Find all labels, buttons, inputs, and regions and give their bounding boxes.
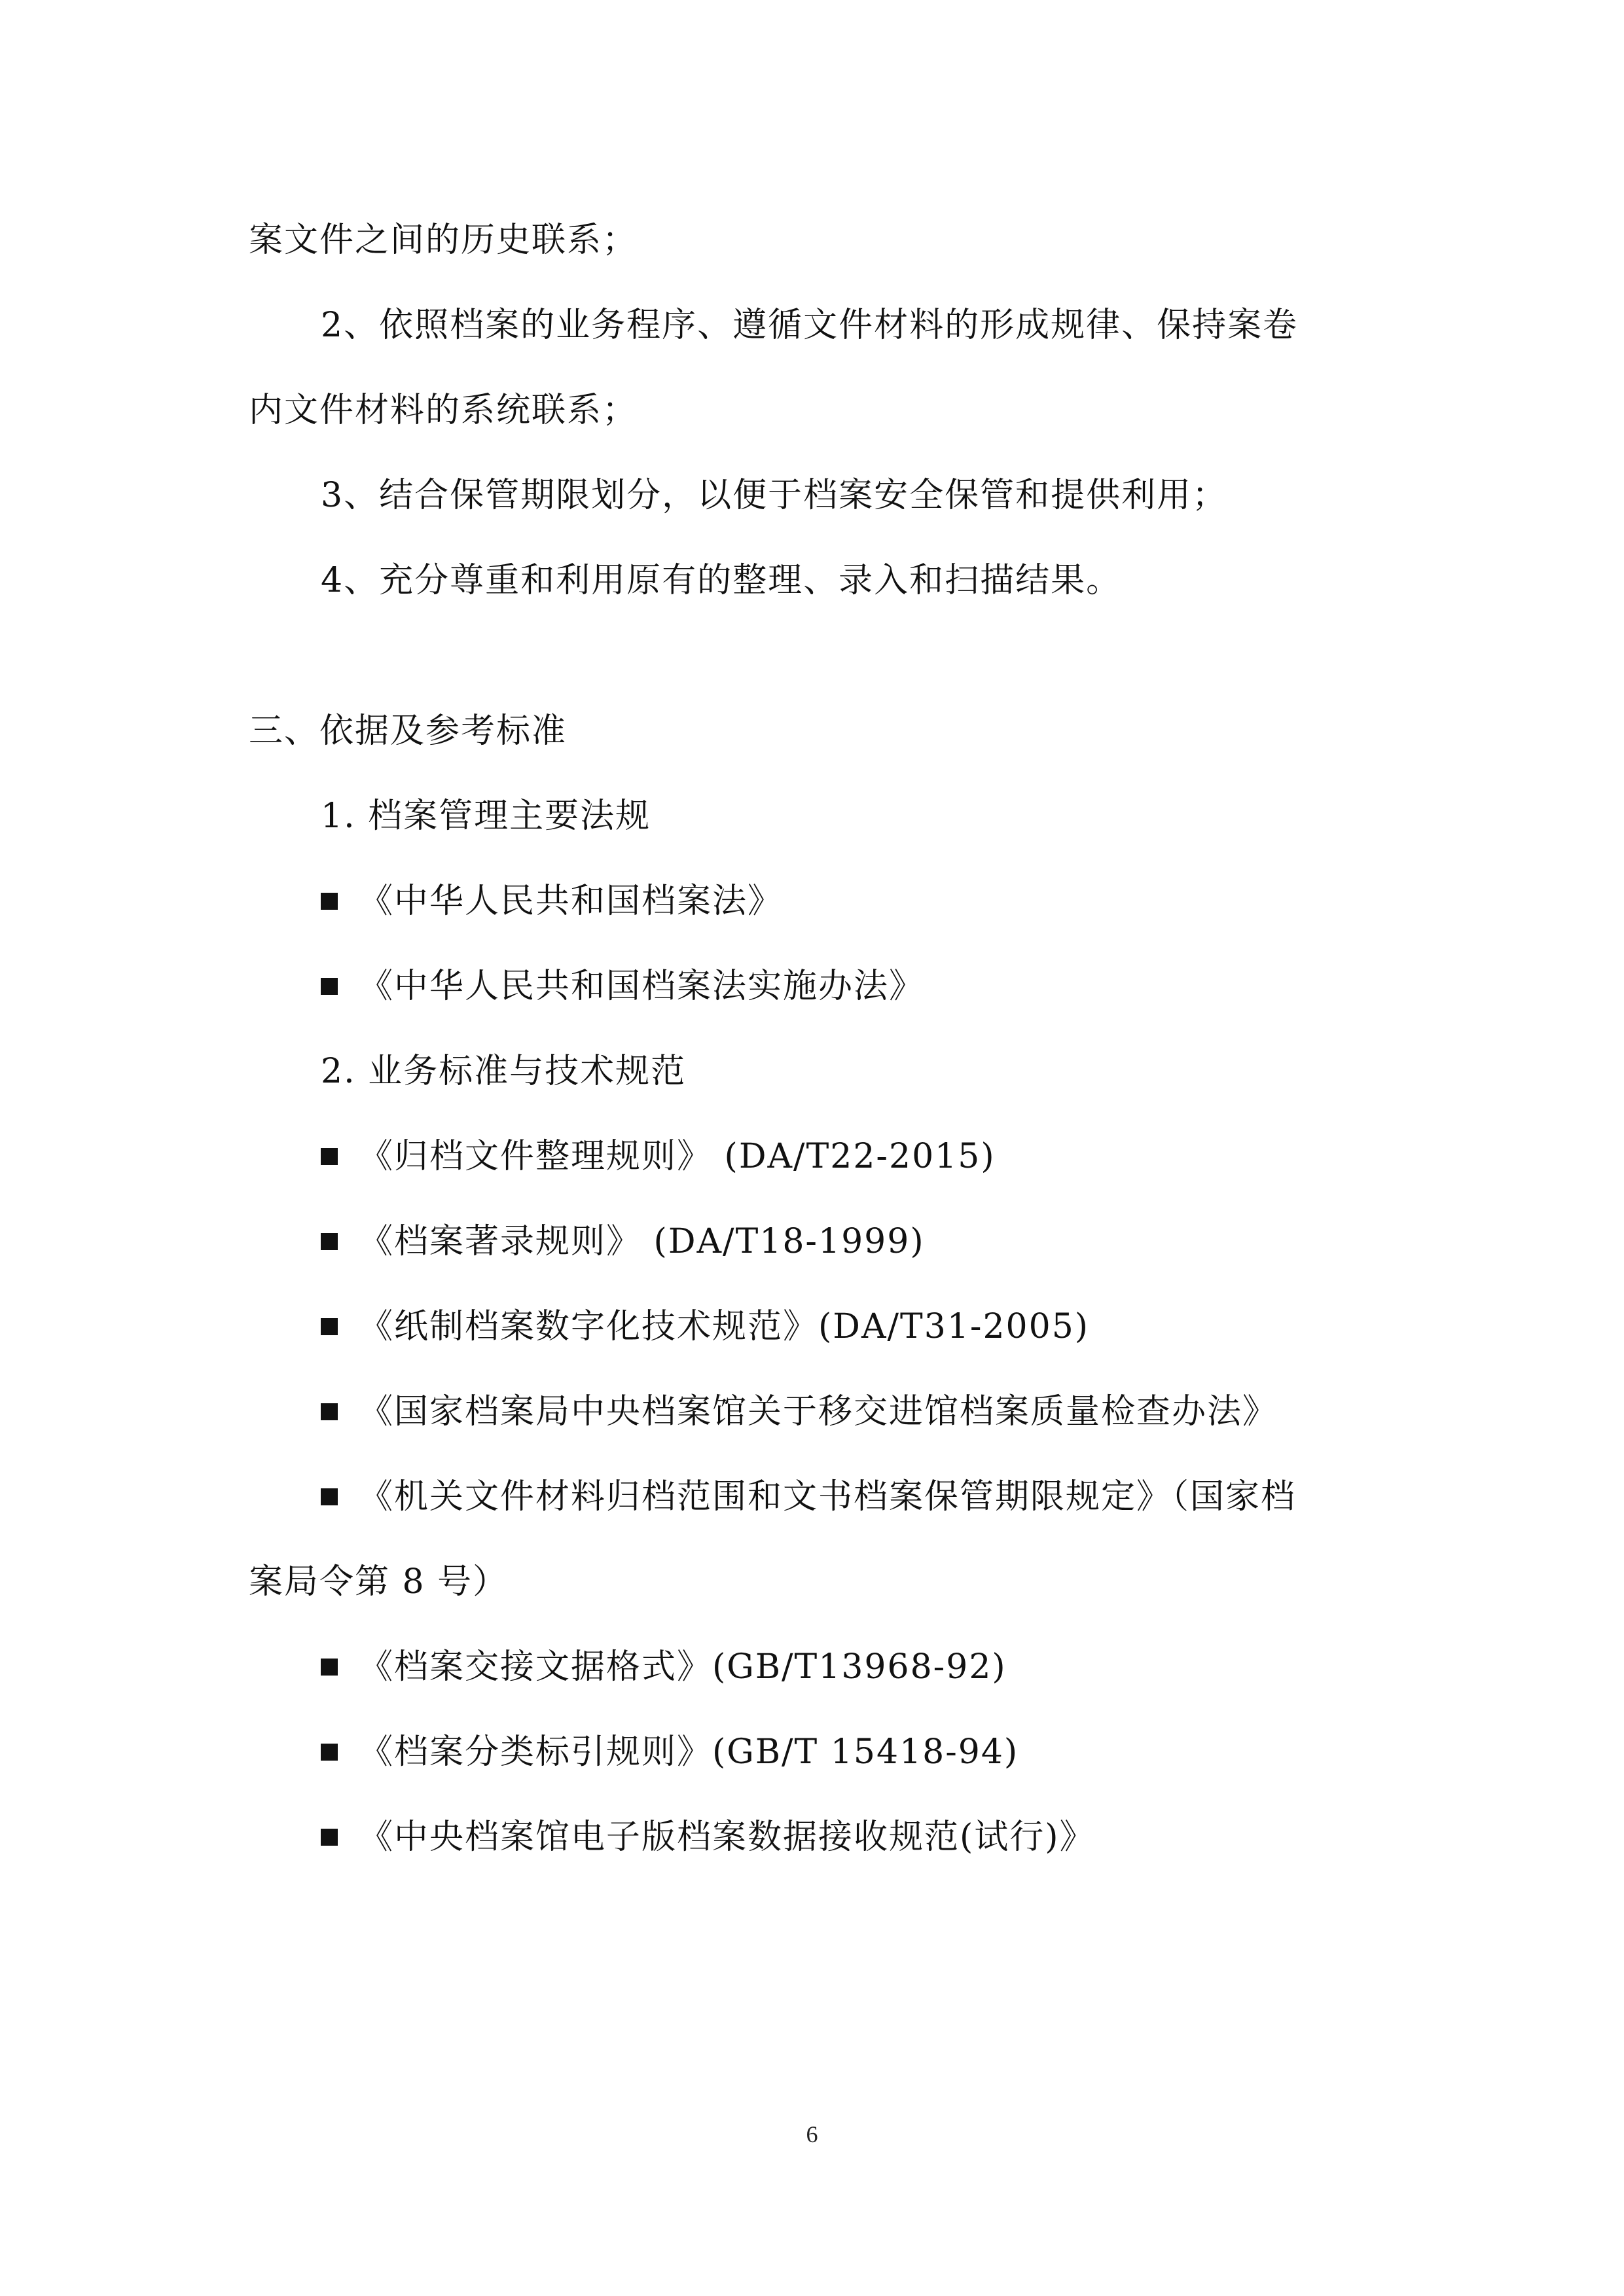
list-item xyxy=(321,965,924,1007)
section-heading: 三、依据及参考标准 xyxy=(249,711,568,751)
square-bullet-icon xyxy=(321,1403,338,1420)
paragraph-continuation: 案文件之间的历史联系； xyxy=(249,221,638,260)
list-item xyxy=(321,1136,996,1177)
list-item-text: 《档案著录规则》 (DA/T18-1999) xyxy=(359,1222,925,1261)
list-item-text: 《归档文件整理规则》 (DA/T22-2015) xyxy=(359,1137,996,1176)
list-item-text: 《中华人民共和国档案法实施办法》 xyxy=(359,967,925,1006)
list-item xyxy=(321,880,783,922)
principle-4: 4、充分尊重和利用原有的整理、录入和扫描结果。 xyxy=(321,561,1122,600)
square-bullet-icon xyxy=(321,1318,338,1335)
list-item-text: 《纸制档案数字化技术规范》(DA/T31-2005) xyxy=(359,1307,1090,1346)
principle-2-continuation: 内文件材料的系统联系； xyxy=(249,391,638,430)
list-item-text: 《中华人民共和国档案法》 xyxy=(359,882,784,921)
square-bullet-icon xyxy=(321,1233,338,1250)
list-item-text: 《档案交接文据格式》(GB/T13968-92) xyxy=(359,1647,1007,1687)
square-bullet-icon xyxy=(321,1744,338,1761)
list-item xyxy=(321,1476,1296,1518)
square-bullet-icon xyxy=(321,1659,338,1676)
principle-2: 2、依照档案的业务程序、遵循文件材料的形成规律、保持案卷 xyxy=(321,306,1299,345)
subsection-title-standards: 2. 业务标准与技术规范 xyxy=(321,1052,687,1091)
list-item-continuation: 案局令第 8 号） xyxy=(249,1562,509,1602)
square-bullet-icon xyxy=(321,1148,338,1165)
list-item-text: 《国家档案局中央档案馆关于移交进馆档案质量检查办法》 xyxy=(359,1392,1278,1431)
list-item-text: 《档案分类标引规则》(GB/T 15418-94) xyxy=(359,1732,1019,1772)
list-item-text: 《中央档案馆电子版档案数据接收规范(试行)》 xyxy=(359,1818,1095,1857)
list-item xyxy=(321,1306,1089,1348)
square-bullet-icon xyxy=(321,1488,338,1505)
list-item xyxy=(321,1646,1007,1688)
square-bullet-icon xyxy=(321,978,338,995)
square-bullet-icon xyxy=(321,1829,338,1846)
square-bullet-icon xyxy=(321,893,338,910)
list-item xyxy=(321,1391,1278,1433)
list-item-text: 《机关文件材料归档范围和文书档案保管期限规定》（国家档 xyxy=(359,1477,1297,1516)
page-number: 6 xyxy=(806,2121,818,2147)
list-item xyxy=(321,1816,1095,1858)
list-item xyxy=(321,1221,925,1263)
subsection-title-laws: 1. 档案管理主要法规 xyxy=(321,797,651,836)
principle-3: 3、结合保管期限划分，以便于档案安全保管和提供利用； xyxy=(321,476,1228,515)
list-item xyxy=(321,1731,1019,1773)
